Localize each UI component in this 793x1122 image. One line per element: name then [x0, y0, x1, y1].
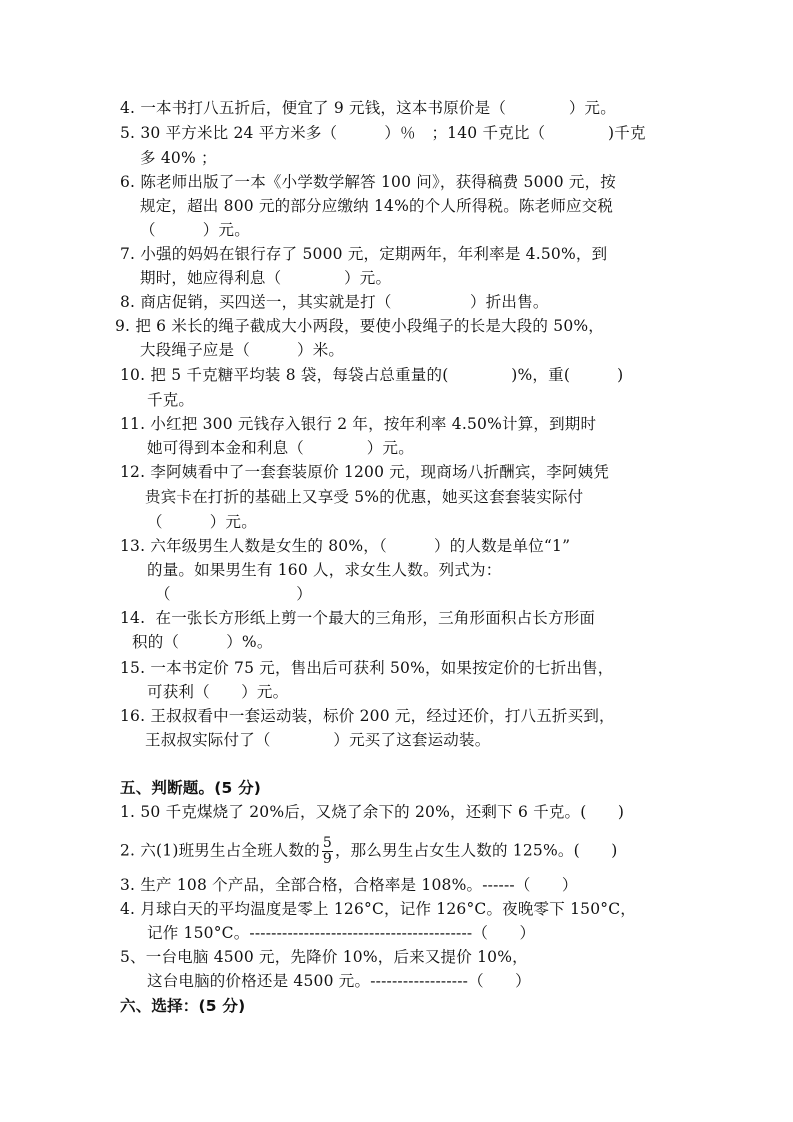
judge-section-heading: 五、判断题。(5 分): [120, 779, 262, 797]
question-16-line-1: 16. 王叔叔看中一套运动装，标价 200 元，经过还价，打八五折买到，: [120, 707, 615, 725]
choice-section-heading: 六、选择：(5 分): [120, 997, 246, 1015]
question-13-line-1: 13. 六年级男生人数是女生的 80%，（ ）的人数是单位“1”: [120, 537, 571, 555]
judge-5-line-1: 5、一台电脑 4500 元，先降价 10%，后来又提价 10%，: [120, 948, 528, 966]
question-10-line-1: 10. 把 5 千克糖平均装 8 袋，每袋占总重量的( )%，重( ): [120, 366, 624, 384]
question-4: 4. 一本书打八五折后，便宜了 9 元钱，这本书原价是（ ）元。: [120, 99, 616, 117]
fraction-five-ninths: [322, 836, 333, 867]
judge-5-line-2: 这台电脑的价格还是 4500 元。------------------（ ）: [147, 972, 531, 990]
question-14-line-1: 14. 在一张长方形纸上剪一个最大的三角形，三角形面积占长方形面: [120, 609, 596, 627]
question-12-line-2: 贵宾卡在打折的基础上又享受 5%的优惠，她买这套套装实际付: [145, 488, 584, 506]
question-13-line-2: 的量。如果男生有 160 人，求女生人数。列式为：: [147, 561, 502, 579]
question-6-line-2: 规定，超出 800 元的部分应缴纳 14%的个人所得税。陈老师应交税: [140, 197, 614, 215]
judge-2-text-before: 2. 六(1)班男生占全班人数的: [120, 841, 320, 860]
fraction-numerator: 5: [322, 835, 332, 851]
question-9-line-1: 9. 把 6 米长的绳子截成大小两段，要使小段绳子的长是大段的 50%，: [115, 317, 605, 335]
judge-2-text-after: ，那么男生占女生人数的 125%。( ): [334, 841, 618, 860]
judge-2: [120, 836, 618, 867]
question-9-line-2: 大段绳子应是（ ）米。: [140, 341, 345, 359]
judge-4-line-1: 4. 月球白天的平均温度是零上 126°C，记作 126°C。夜晚零下 150°C，: [120, 900, 636, 918]
judge-1: 1. 50 千克煤烧了 20%后，又烧了余下的 20%，还剩下 6 千克。( ): [120, 803, 625, 821]
question-11-line-1: 11. 小红把 300 元钱存入银行 2 年，按年利率 4.50%计算，到期时: [120, 415, 597, 433]
question-5-line-2: 多 40% ；: [140, 149, 217, 167]
question-5-line-1: 5. 30 平方米比 24 平方米多（ ）％ ；140 千克比（ )千克: [120, 124, 646, 142]
question-15-line-2: 可获利（ ）元。: [147, 683, 289, 701]
judge-3: 3. 生产 108 个产品，全部合格，合格率是 108%。------（ ）: [120, 876, 578, 894]
question-7-line-1: 7. 小强的妈妈在银行存了 5000 元，定期两年，年利率是 4.50%，到: [120, 245, 608, 263]
question-11-line-2: 她可得到本金和利息（ ）元。: [147, 439, 414, 457]
question-7-line-2: 期时，她应得利息（ ）元。: [140, 269, 392, 287]
question-14-line-2: 积的（ ）%。: [132, 633, 273, 651]
question-12-line-3: （ ）元。: [147, 513, 257, 531]
question-6-line-3: （ ）元。: [140, 221, 250, 239]
question-10-line-2: 千克。: [147, 391, 195, 409]
question-13-line-3: （ ）: [155, 585, 313, 603]
judge-4-line-2: 记作 150°C。-----------------------------------------（ ）: [147, 924, 536, 942]
fraction-denominator: 9: [322, 851, 332, 867]
question-6-line-1: 6. 陈老师出版了一本《小学数学解答 100 问》，获得稿费 5000 元，按: [120, 173, 617, 191]
question-16-line-2: 王叔叔实际付了（ ）元买了这套运动装。: [145, 731, 491, 749]
question-8: 8. 商店促销，买四送一，其实就是打（ ）折出售。: [120, 293, 549, 311]
question-15-line-1: 15. 一本书定价 75 元，售出后可获利 50%，如果按定价的七折出售，: [120, 659, 614, 677]
question-12-line-1: 12. 李阿姨看中了一套套装原价 1200 元，现商场八折酬宾，李阿姨凭: [120, 463, 610, 481]
